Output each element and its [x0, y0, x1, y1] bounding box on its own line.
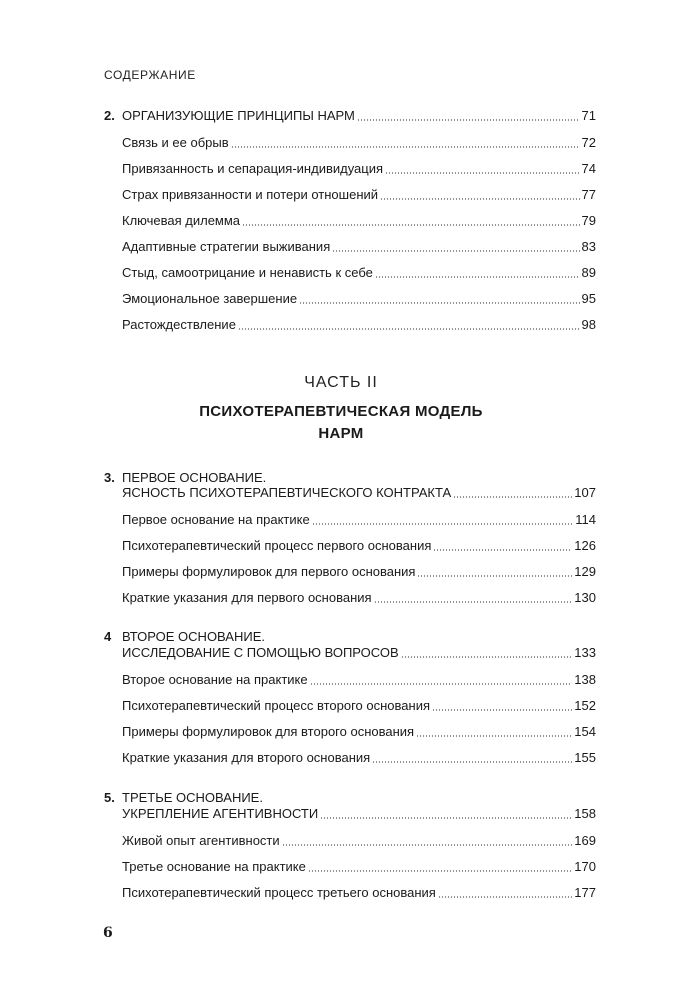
dot-leader [282, 844, 573, 846]
page-ref: 133 [574, 645, 596, 660]
toc-item-title: Третье основание на практике [122, 859, 306, 874]
dot-leader [385, 172, 579, 174]
page-ref: 89 [581, 265, 596, 280]
toc-chapter-2[interactable] [104, 104, 596, 124]
dot-leader [438, 896, 572, 898]
dot-leader [357, 119, 580, 121]
page-ref: 130 [574, 590, 596, 605]
chapter-title-line2: ЯСНОСТЬ ПСИХОТЕРАПЕВТИЧЕСКОГО КОНТРАКТА [122, 485, 452, 500]
page-ref: 114 [575, 512, 596, 527]
dot-leader [308, 870, 572, 872]
page-ref: 72 [581, 135, 596, 150]
part-title-line1: ПСИХОТЕРАПЕВТИЧЕСКАЯ МОДЕЛЬ [199, 403, 483, 420]
toc-item-title: Привязанность и сепарация-индивидуация [122, 161, 384, 176]
chapter-title-line1: ВТОРОЕ ОСНОВАНИЕ. [122, 629, 265, 644]
toc-item-title: Ключевая дилемма [122, 213, 241, 228]
page-ref: 155 [574, 750, 596, 765]
toc-item-title: Краткие указания для первого основания [122, 590, 372, 605]
toc-item[interactable] [104, 534, 596, 554]
toc-item[interactable] [104, 829, 596, 849]
toc-item-title: Страх привязанности и потери отношений [122, 187, 379, 202]
dot-leader [312, 523, 574, 525]
dot-leader [432, 709, 572, 711]
part-label: ЧАСТЬ II [304, 374, 378, 391]
toc-item[interactable] [104, 235, 596, 255]
page-ref: 74 [581, 161, 596, 176]
page-ref: 126 [574, 538, 596, 553]
page-ref: 152 [574, 698, 596, 713]
page-ref: 83 [581, 239, 596, 254]
toc-item[interactable] [104, 508, 596, 528]
toc-item[interactable] [104, 131, 596, 151]
page-ref: 170 [574, 859, 596, 874]
toc-item-title: Психотерапевтический процесс третьего основания [122, 885, 436, 900]
toc-item[interactable] [104, 881, 596, 901]
page-ref: 107 [574, 485, 596, 500]
page-ref: 95 [581, 291, 596, 306]
dot-leader [416, 735, 572, 737]
dot-leader [310, 683, 573, 685]
toc-item-title: Краткие указания для второго основания [122, 750, 371, 765]
chapter-title-line1: ТРЕТЬЕ ОСНОВАНИЕ. [122, 790, 263, 805]
dot-leader [375, 276, 580, 278]
toc-item-title: Психотерапевтический процесс первого основания [122, 538, 432, 553]
toc-item-title: Второе основание на практике [122, 672, 308, 687]
dot-leader [433, 549, 572, 551]
chapter-number: 5. [104, 790, 115, 805]
page-ref: 98 [581, 317, 596, 332]
dot-leader [238, 328, 580, 330]
toc-item[interactable] [104, 855, 596, 875]
dot-leader [401, 656, 573, 658]
page-ref: 138 [574, 672, 596, 687]
toc-item[interactable] [104, 183, 596, 203]
page-ref: 177 [574, 885, 596, 900]
running-head: СОДЕРЖАНИЕ [104, 68, 196, 82]
toc-item-title: Растождествление [122, 317, 236, 332]
toc-item-title: Адаптивные стратегии выживания [122, 239, 331, 254]
toc-item-title: Эмоциональное завершение [122, 291, 298, 306]
toc-chapter-3-line2[interactable] [104, 481, 596, 501]
toc-item-title: Живой опыт агентивности [122, 833, 280, 848]
toc-item[interactable] [104, 209, 596, 229]
chapter-title-line2: УКРЕПЛЕНИЕ АГЕНТИВНОСТИ [122, 806, 319, 821]
toc-item-title: Стыд, самоотрицание и ненависть к себе [122, 265, 373, 280]
chapter-number: 3. [104, 470, 115, 485]
page-ref: 79 [581, 213, 596, 228]
toc-item-title: Связь и ее обрыв [122, 135, 229, 150]
page-ref: 169 [574, 833, 596, 848]
toc-item[interactable] [104, 313, 596, 333]
chapter-number: 2. [104, 108, 115, 123]
toc-chapter-5-line2[interactable] [104, 802, 596, 822]
dot-leader [417, 575, 572, 577]
toc-item[interactable] [104, 694, 596, 714]
toc-item[interactable] [104, 720, 596, 740]
part-title-line2: НАРМ [318, 425, 364, 442]
dot-leader [231, 146, 580, 148]
chapter-title: ОРГАНИЗУЮЩИЕ ПРИНЦИПЫ НАРМ [122, 108, 355, 123]
page-ref: 77 [581, 187, 596, 202]
dot-leader [374, 601, 573, 603]
toc-chapter-4-line2[interactable] [104, 641, 596, 661]
chapter-number: 4 [104, 629, 112, 644]
page-ref: 154 [574, 724, 596, 739]
chapter-title-line2: ИССЛЕДОВАНИЕ С ПОМОЩЬЮ ВОПРОСОВ [122, 645, 399, 660]
dot-leader [242, 224, 579, 226]
toc-item-title: Примеры формулировок для второго основания [122, 724, 415, 739]
chapter-title-line1: ПЕРВОЕ ОСНОВАНИЕ. [122, 470, 267, 485]
dot-leader [380, 198, 580, 200]
toc-item[interactable] [104, 746, 596, 766]
dot-leader [299, 302, 579, 304]
dot-leader [320, 817, 572, 819]
page-ref: 158 [574, 806, 596, 821]
toc-item[interactable] [104, 586, 596, 606]
toc-item-title: Примеры формулировок для первого основания [122, 564, 416, 579]
dot-leader [453, 496, 572, 498]
page-number: 6 [103, 925, 113, 941]
toc-item[interactable] [104, 560, 596, 580]
toc-item[interactable] [104, 287, 596, 307]
toc-item[interactable] [104, 261, 596, 281]
dot-leader [372, 761, 572, 763]
page-ref: 129 [574, 564, 596, 579]
toc-item[interactable] [104, 668, 596, 688]
toc-item-title: Психотерапевтический процесс второго основания [122, 698, 431, 713]
toc-item-title: Первое основание на практике [122, 512, 310, 527]
page-ref: 71 [581, 108, 596, 123]
toc-item[interactable] [104, 157, 596, 177]
dot-leader [332, 250, 579, 252]
